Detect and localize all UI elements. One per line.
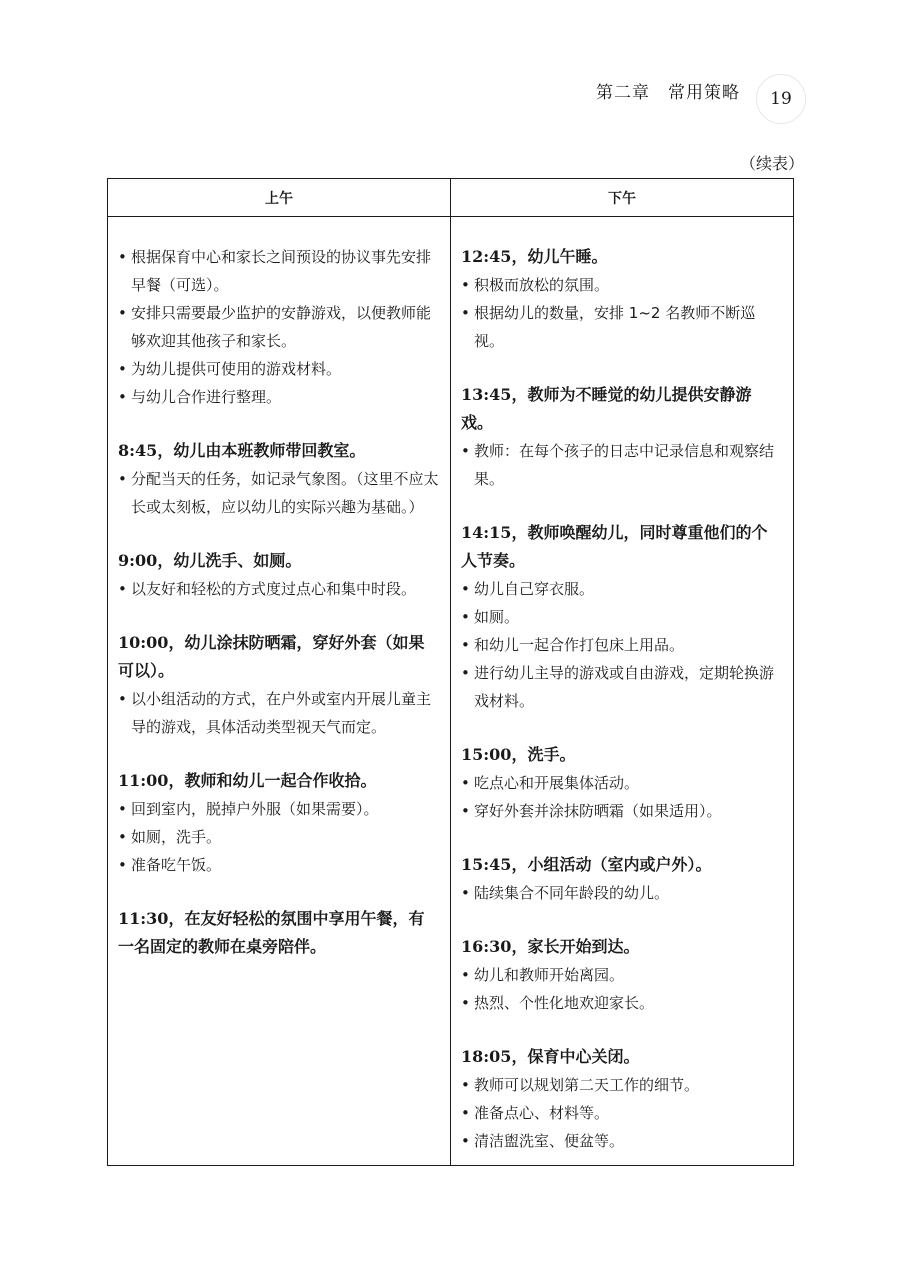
list-item: • 热烈、个性化地欢迎家长。 bbox=[461, 989, 783, 1017]
block-title: ，教师和幼儿一起合作收拾。 bbox=[168, 771, 377, 790]
page-number: 19 bbox=[770, 89, 792, 109]
block-time: 15:00 bbox=[461, 745, 512, 764]
list-item: • 吃点心和开展集体活动。 bbox=[461, 769, 783, 797]
schedule-block bbox=[118, 437, 440, 521]
list-item: • 积极而放松的氛围。 bbox=[461, 271, 783, 299]
list-item: • 根据幼儿的数量，安排 1~2 名教师不断巡视。 bbox=[461, 299, 783, 355]
schedule-block bbox=[461, 851, 783, 907]
block-title: ，小组活动（室内或户外）。 bbox=[511, 855, 712, 874]
column-header-afternoon: 下午 bbox=[451, 179, 794, 217]
block-title: ，洗手。 bbox=[511, 745, 576, 764]
bullet-list bbox=[461, 769, 783, 825]
list-item: • 幼儿和教师开始离园。 bbox=[461, 961, 783, 989]
block-title: ，教师为不睡觉的幼儿提供安静游戏。 bbox=[461, 385, 752, 432]
block-heading bbox=[461, 851, 783, 879]
list-item: • 为幼儿提供可使用的游戏材料。 bbox=[118, 355, 440, 383]
block-heading bbox=[461, 519, 783, 575]
list-item: • 分配当天的任务，如记录气象图。（这里不应太长或太刻板，应以幼儿的实际兴趣为基础。） bbox=[118, 465, 440, 521]
block-heading bbox=[118, 767, 440, 795]
list-item: • 进行幼儿主导的游戏或自由游戏，定期轮换游戏材料。 bbox=[461, 659, 783, 715]
list-item: • 教师：在每个孩子的日志中记录信息和观察结果。 bbox=[461, 437, 783, 493]
list-item: • 以友好和轻松的方式度过点心和集中时段。 bbox=[118, 575, 440, 603]
list-item: • 与幼儿合作进行整理。 bbox=[118, 383, 440, 411]
block-heading bbox=[461, 741, 783, 769]
block-heading bbox=[118, 547, 440, 575]
block-heading bbox=[118, 437, 440, 465]
block-heading bbox=[118, 905, 440, 961]
block-heading bbox=[461, 933, 783, 961]
bullet-list bbox=[118, 795, 440, 879]
list-item: • 和幼儿一起合作打包床上用品。 bbox=[461, 631, 783, 659]
chapter-header: 第二章 常用策略 bbox=[596, 83, 740, 103]
page-number-badge bbox=[756, 74, 806, 124]
schedule-block bbox=[461, 381, 783, 493]
continued-label: （续表） bbox=[739, 154, 804, 173]
schedule-block bbox=[118, 547, 440, 603]
block-time: 8:45 bbox=[118, 441, 158, 460]
table-header-row bbox=[108, 179, 794, 217]
list-item: • 清洁盥洗室、便盆等。 bbox=[461, 1127, 783, 1155]
block-title: ，在友好轻松的氛围中享用午餐，有一名固定的教师在桌旁陪伴。 bbox=[118, 909, 425, 956]
schedule-block bbox=[118, 243, 440, 411]
block-time: 10:00 bbox=[118, 633, 169, 652]
block-title: ，幼儿洗手、如厕。 bbox=[157, 551, 302, 570]
list-item: • 如厕。 bbox=[461, 603, 783, 631]
table-body-row bbox=[108, 217, 794, 1166]
list-item: • 回到室内，脱掉户外服（如果需要）。 bbox=[118, 795, 440, 823]
list-item: • 以小组活动的方式，在户外或室内开展儿童主导的游戏，具体活动类型视天气而定。 bbox=[118, 685, 440, 741]
block-time: 16:30 bbox=[461, 937, 512, 956]
block-time: 13:45 bbox=[461, 385, 512, 404]
list-item: • 根据保育中心和家长之间预设的协议事先安排早餐（可选）。 bbox=[118, 243, 440, 299]
schedule-block bbox=[461, 519, 783, 715]
block-time: 12:45 bbox=[461, 247, 512, 266]
bullet-list bbox=[118, 575, 440, 603]
list-item: • 幼儿自己穿衣服。 bbox=[461, 575, 783, 603]
list-item: • 穿好外套并涂抹防晒霜（如果适用）。 bbox=[461, 797, 783, 825]
block-heading bbox=[461, 381, 783, 437]
schedule-block bbox=[118, 905, 440, 961]
schedule-block bbox=[461, 741, 783, 825]
block-title: ，幼儿涂抹防晒霜，穿好外套（如果可以）。 bbox=[118, 633, 425, 680]
block-heading bbox=[461, 243, 783, 271]
bullet-list bbox=[461, 271, 783, 355]
bullet-list bbox=[461, 1071, 783, 1155]
block-time: 15:45 bbox=[461, 855, 512, 874]
list-item: • 陆续集合不同年龄段的幼儿。 bbox=[461, 879, 783, 907]
list-item: • 安排只需要最少监护的安静游戏，以便教师能够欢迎其他孩子和家长。 bbox=[118, 299, 440, 355]
bullet-list bbox=[461, 437, 783, 493]
column-header-morning: 上午 bbox=[108, 179, 451, 217]
schedule-block bbox=[118, 767, 440, 879]
bullet-list bbox=[461, 879, 783, 907]
list-item: • 准备点心、材料等。 bbox=[461, 1099, 783, 1127]
block-title: ，幼儿由本班教师带回教室。 bbox=[157, 441, 366, 460]
list-item: • 准备吃午饭。 bbox=[118, 851, 440, 879]
schedule-block bbox=[461, 1043, 783, 1155]
bullet-list bbox=[118, 243, 440, 411]
list-item: • 教师可以规划第二天工作的细节。 bbox=[461, 1071, 783, 1099]
schedule-block bbox=[461, 243, 783, 355]
bullet-list bbox=[118, 685, 440, 741]
schedule-block bbox=[461, 933, 783, 1017]
bullet-list bbox=[461, 961, 783, 1017]
block-title: ，幼儿午睡。 bbox=[511, 247, 608, 266]
morning-cell bbox=[108, 217, 451, 1166]
block-time: 11:00 bbox=[118, 771, 169, 790]
afternoon-cell bbox=[451, 217, 794, 1166]
block-title: ，保育中心关闭。 bbox=[511, 1047, 640, 1066]
list-item: • 如厕，洗手。 bbox=[118, 823, 440, 851]
block-title: ，教师唤醒幼儿，同时尊重他们的个人节奏。 bbox=[461, 523, 768, 570]
schedule-block bbox=[118, 629, 440, 741]
block-time: 14:15 bbox=[461, 523, 512, 542]
bullet-list bbox=[118, 465, 440, 521]
daily-schedule-table bbox=[107, 178, 794, 1166]
block-time: 18:05 bbox=[461, 1047, 512, 1066]
block-heading bbox=[461, 1043, 783, 1071]
block-heading bbox=[118, 629, 440, 685]
bullet-list bbox=[461, 575, 783, 715]
block-time: 9:00 bbox=[118, 551, 158, 570]
block-title: ，家长开始到达。 bbox=[511, 937, 640, 956]
block-time: 11:30 bbox=[118, 909, 169, 928]
